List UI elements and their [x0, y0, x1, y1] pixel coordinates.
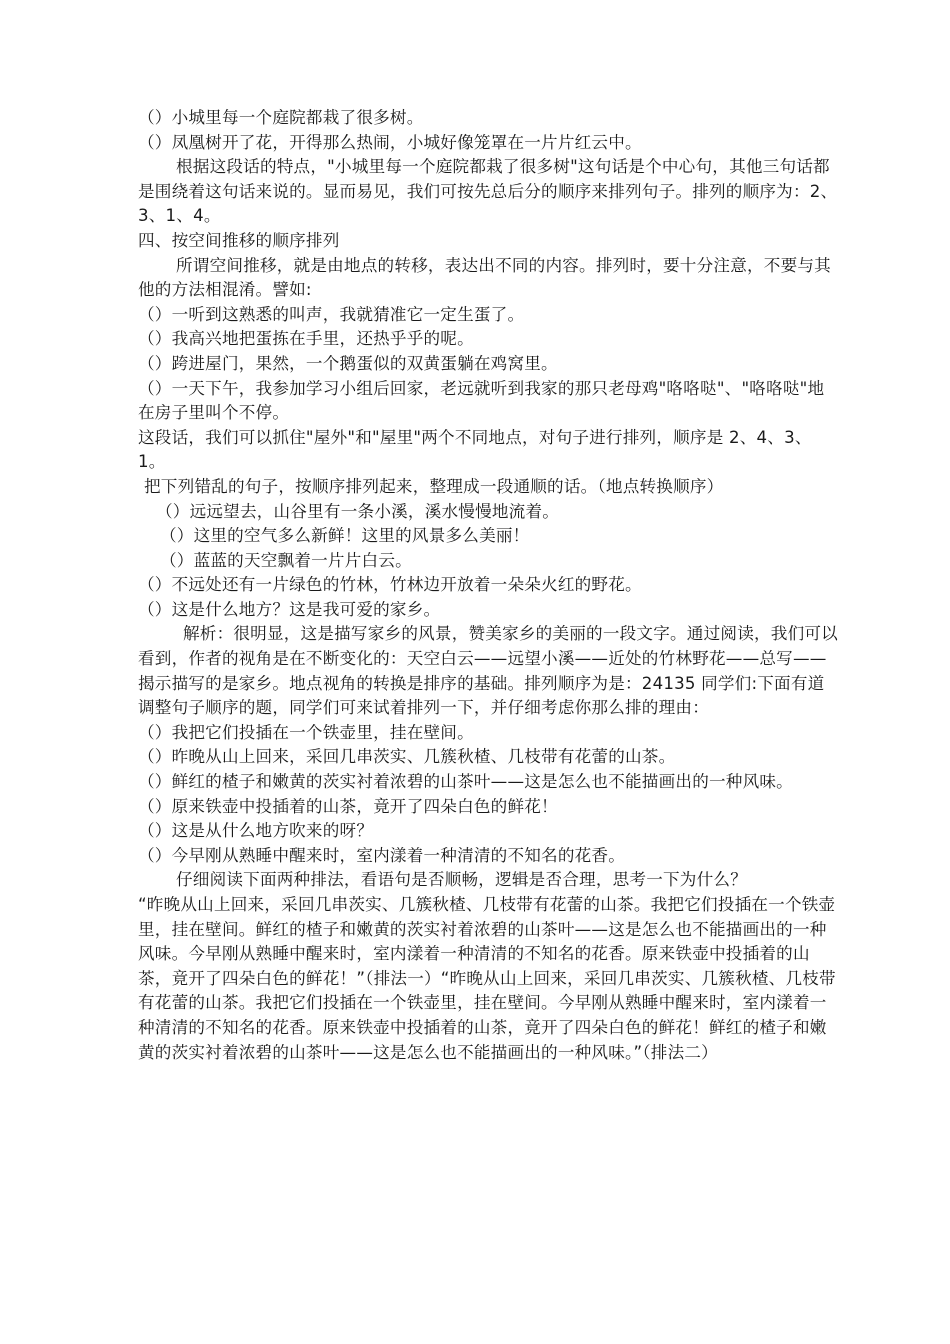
sentence-option: （）小城里每一个庭院都栽了很多树。	[138, 108, 424, 127]
comparison-paragraph: “昨晚从山上回来，采回几串茨实、几簇秋楂、几枝带有花蕾的山茶。我把它们投插在一个铁壶里，挂在壁间。鲜红的楂子和嫩黄的茨实衬着浓碧的山茶叶——这是怎么也不能描画出的一种风味。今早刚从熟睡中醒来时，室内漾着一种清清的不知名的花香。原来铁壶中投插着的山茶，竟开了四朵白色的鲜花！”（排法一）“昨晚从山上回来，采回几串茨实、几簇秋楂、几枝带有花蕾的山茶。我把它们投插在一个铁壶里，挂在壁间。今早刚从熟睡中醒来时，室内漾着一种清清的不知名的花香。原来铁壶中投插着的山茶，竟开了四朵白色的鲜花！鲜红的楂子和嫩黄的茨实衬着浓碧的山茶叶——这是怎么也不能描画出的一种风味。”（排法二）	[138, 895, 836, 1062]
explanation-paragraph: 根据这段话的特点，"小城里每一个庭院都栽了很多树"这句话是个中心句，其他三句话都是围绕着这句话来说的。显而易见，我们可按先总后分的顺序来排列句子。排列的顺序为：2、3、1、4。	[138, 157, 838, 226]
sentence-option: （）跨进屋门，果然，一个鹅蛋似的双黄蛋躺在鸡窝里。	[138, 353, 558, 373]
sentence-option: （）凤凰树开了花，开得那么热闹，小城好像笼罩在一片片红云中。	[138, 132, 642, 152]
sentence-option: （）一天下午，我参加学习小组后回家，老远就听到我家的那只老母鸡"咯咯哒"、"咯咯哒"地在房子里叫个不停。	[138, 378, 825, 423]
sentence-option: （）我把它们投插在一个铁壶里，挂在壁间。	[138, 722, 474, 742]
sentence-option: （）这里的空气多么新鲜！这里的风景多么美丽！	[160, 526, 530, 546]
explanation-paragraph: 所谓空间推移，就是由地点的转移，表达出不同的内容。排列时，要十分注意，不要与其他的方法相混淆。譬如:	[138, 255, 831, 300]
explanation-paragraph: 这段话，我们可以抓住"屋外"和"屋里"两个不同地点，对句子进行排列，顺序是 2、4、3、1。	[138, 427, 812, 472]
sentence-option: （）这是从什么地方吹来的呀？	[138, 821, 374, 841]
sentence-option: （）蓝蓝的天空飘着一片片白云。	[160, 550, 412, 570]
sentence-option: （）不远处还有一片绿色的竹林，竹林边开放着一朵朵火红的野花。	[138, 575, 642, 595]
section-heading: 四、按空间推移的顺序排列	[138, 230, 340, 250]
sentence-option: （）一听到这熟悉的叫声，我就猜准它一定生蛋了。	[138, 304, 525, 324]
instruction-paragraph: 仔细阅读下面两种排法，看语句是否顺畅，逻辑是否合理，思考一下为什么？	[176, 870, 747, 890]
analysis-paragraph: 解析：很明显，这是描写家乡的风景，赞美家乡的美丽的一段文字。通过阅读，我们可以看到，作者的视角是在不断变化的：天空白云——远望小溪——近处的竹林野花——总写——揭示描写的是家乡。地点视角的转换是排序的基础。排列顺序为是：24135 同学们:下面有道调整句子顺序的题，同学们可来试着排列一下，并仔细考虑你那么排的理由：	[138, 624, 838, 718]
sentence-option: （）鲜红的楂子和嫩黄的茨实衬着浓碧的山茶叶——这是怎么也不能描画出的一种风味。	[138, 772, 793, 792]
document-body	[138, 106, 838, 1065]
sentence-option: （）这是什么地方？这是我可爱的家乡。	[138, 599, 441, 619]
sentence-option: （）我高兴地把蛋拣在手里，还热乎乎的呢。	[138, 329, 474, 349]
sentence-option: （）远远望去，山谷里有一条小溪，溪水慢慢地流着。	[156, 501, 560, 521]
sentence-option: （）昨晚从山上回来，采回几串茨实、几簇秋楂、几枝带有花蕾的山茶。	[138, 747, 676, 767]
exercise-instruction: 把下列错乱的句子，按顺序排列起来，整理成一段通顺的话。（地点转换顺序）	[144, 476, 724, 496]
sentence-option: （）今早刚从熟睡中醒来时，室内漾着一种清清的不知名的花香。	[138, 845, 626, 865]
sentence-option: （）原来铁壶中投插着的山茶，竟开了四朵白色的鲜花！	[138, 796, 558, 816]
